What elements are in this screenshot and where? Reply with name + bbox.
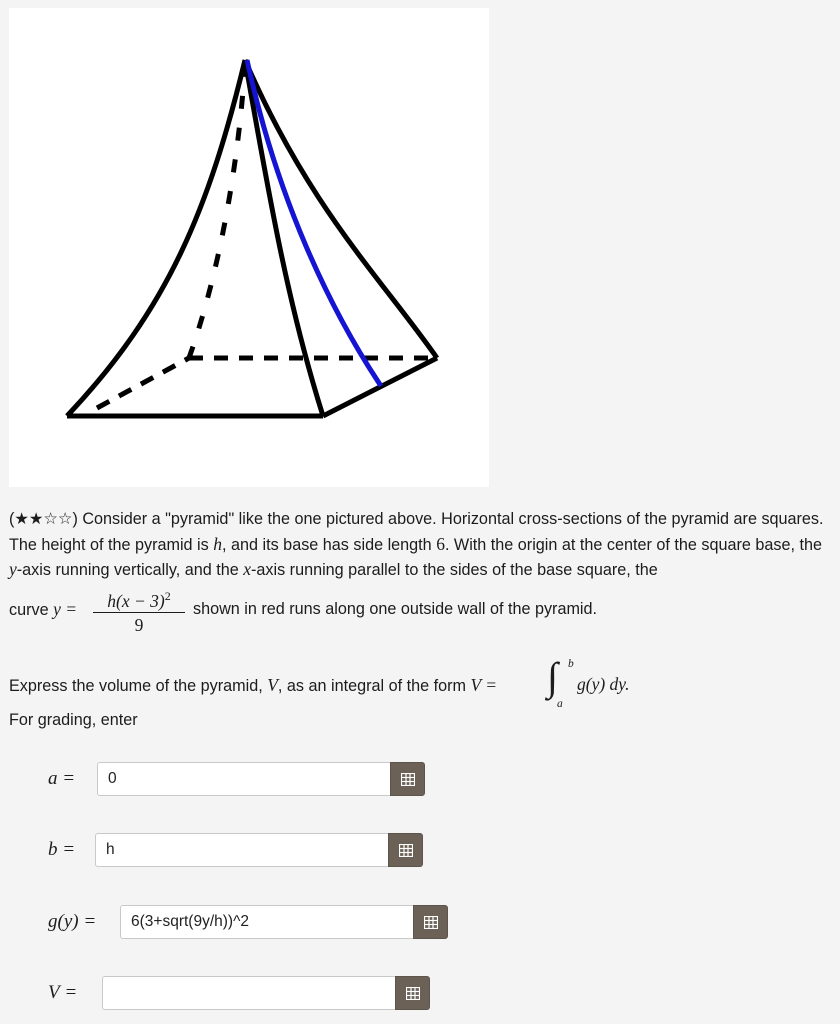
fraction-numerator: h(x − 3) [107,590,165,611]
curve-fraction [93,585,185,637]
matrix-button-a[interactable] [390,762,425,796]
difficulty-stars: ★★☆☆ [14,510,73,528]
matrix-button-g[interactable] [413,905,448,939]
problem-statement [9,507,833,709]
answer-input-V[interactable] [102,976,395,1010]
curve-description: shown in red runs along one outside wall of the pyramid. [193,599,598,618]
pyramid-left-edge [67,60,245,416]
answer-label-a: a [48,768,58,789]
matrix-grid-icon [399,844,413,857]
answer-input-b[interactable] [95,833,388,867]
answer-label-g: g(y) [48,911,79,932]
pyramid-base-right [323,358,437,416]
matrix-button-b[interactable] [388,833,423,867]
matrix-grid-icon [424,916,438,929]
pyramid-figure [9,8,489,487]
integral-form [547,654,677,714]
curve-lhs: y = [53,598,78,619]
problem-paragraph: (★★☆☆) Consider a "pyramid" like the one pictured above. Horizontal cross-sections of the pyramid are squares. The height of the pyramid is h, and its base has side length 6. With the origin at the center of the square base, the y-axis running vertically, and the x-axis running parallel to the sides of the base square, the [9,510,824,579]
integral-upper-limit: b [568,657,574,670]
curve-equation-line: curve y = $\frac{h(x - 3)^2}{9}$ shown in red runs along one outside wall of the pyramid. [9,585,833,635]
answer-label-b: b [48,839,58,860]
pyramid-drawing [9,8,489,487]
pyramid-front-edge [245,60,323,416]
matrix-grid-icon [406,987,420,1000]
answer-input-a[interactable] [97,762,390,796]
matrix-grid-icon [401,773,415,786]
answer-input-g[interactable] [120,905,413,939]
fraction-exponent: 2 [164,588,171,603]
fraction-denominator: 9 [134,615,144,636]
matrix-button-V[interactable] [395,976,430,1010]
integral-sign: ∫ [547,653,558,699]
integrand: g(y) dy. [577,673,630,694]
integral-lower-limit: a [557,697,563,710]
answer-label-V: V [48,982,60,1003]
volume-instruction-line: Express the volume of the pyramid, V, as an integral of the form V = ∫ b a g(y) dy. [9,649,833,709]
grading-label: For grading, enter [9,711,138,729]
